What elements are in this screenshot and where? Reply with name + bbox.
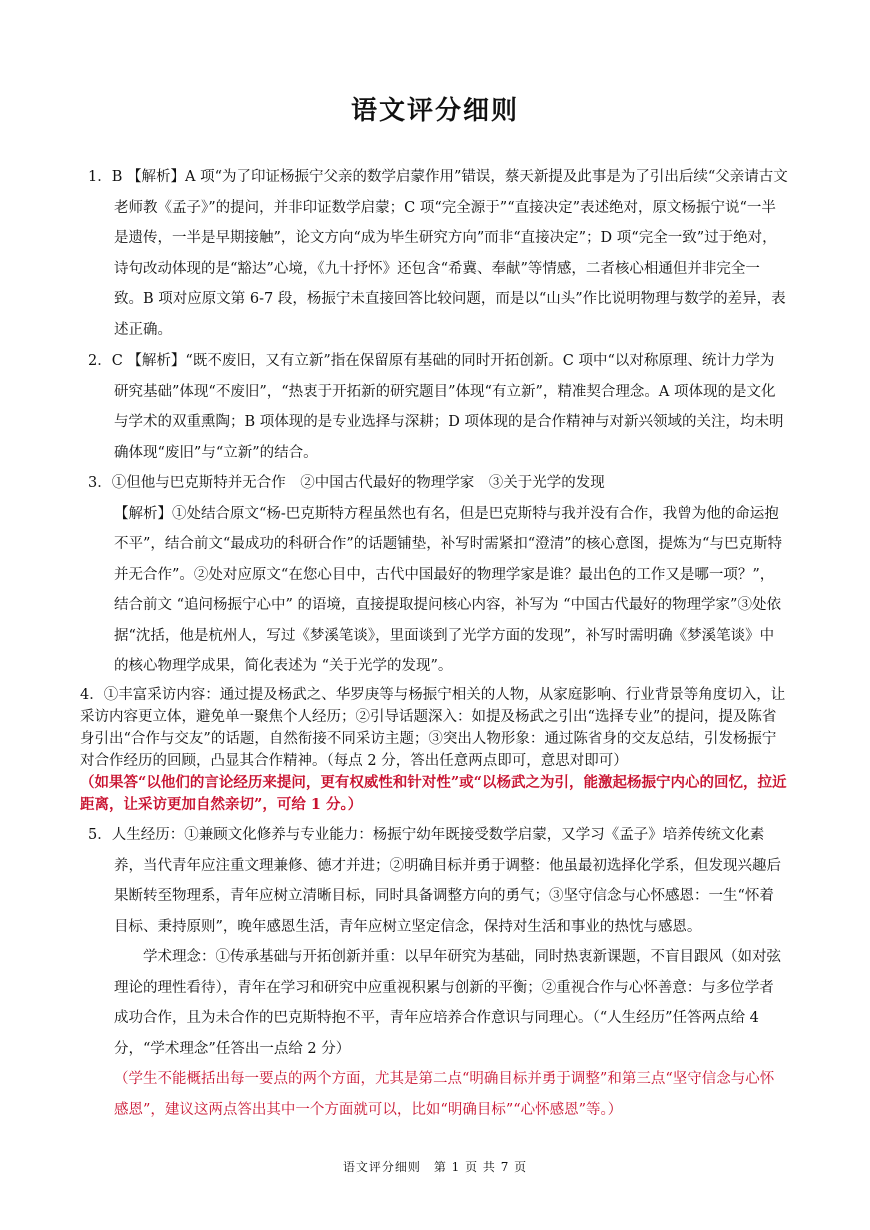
- answer-item-2: [88, 346, 788, 468]
- answer-4-note: （如果答“以他们的言论经历来提问，更有权威性和针对性”或“以杨武之为引，能激起杨振宁内心的回忆，拉近距离，让采访更加自然亲切”，可给 1 分。）: [80, 774, 787, 813]
- answer-1-text: 1．B 【解析】A 项“为了印证杨振宁父亲的数学启蒙作用”错误，蔡天新提及此事是为了引出后续“父亲请古文老师教《孟子》”的提问，并非印证数学启蒙；C 项“完全源于”“直接决定”表述绝对，原文杨振宁说“一半是遗传，一半是早期接触”，论文方向“成为毕生研究方向”而非“直接决定”；D 项“完全一致”过于绝对，诗句改动体现的是“豁达”心境，《九十抒怀》还包含“希冀、奉献”等情感，二者核心相通但并非完全一致。B 项对应原文第 6-7 段，杨振宁未直接回答比较问题，而是以“山头”作比说明物理与数学的差异，表述正确。: [88, 169, 788, 338]
- answer-item-5: [88, 820, 788, 1125]
- answer-3-analysis: 【解析】①处结合原文“杨-巴克斯特方程虽然也有名，但是巴克斯特与我并没有合作，我曾为他的命运抱不平”，结合前文“最成功的科研合作”的话题铺垫，补写时需紧扣“澄清”的核心意图，提炼为“与巴克斯特并无合作”。②处对应原文“在您心目中，古代中国最好的物理学家是谁？最出色的工作又是哪一项？”，结合前文 “追问杨振宁心中” 的语境，直接提取提问核心内容，补写为 “中国古代最好的物理学家”③处依据“沈括，他是杭州人，写过《梦溪笔谈》，里面谈到了光学方面的发现”，补写时需明确《梦溪笔谈》中的核心物理学成果，简化表述为 “关于光学的发现”。: [114, 505, 782, 674]
- answer-2-text: 2．C 【解析】“既不废旧，又有立新”指在保留原有基础的同时开拓创新。C 项中“以对称原理、统计力学为研究基础”体现“不废旧”，“热衷于开拓新的研究题目”体现“有立新”，精准契合理念。A 项体现的是文化与学术的双重熏陶；B 项体现的是专业选择与深耕；D 项体现的是合作精神与对新兴领域的关注，均未明确体现“废旧”与“立新”的结合。: [88, 353, 784, 461]
- page-footer: 语文评分细则 第 1 页 共 7 页: [342, 1160, 528, 1174]
- page-title: 语文评分细则: [350, 96, 519, 126]
- answer-4-text: 4．①丰富采访内容：通过提及杨武之、华罗庚等与杨振宁相关的人物，从家庭影响、行业背景等角度切入，让采访内容更立体，避免单一聚焦个人经历；②引导话题深入：如提及杨武之引出“选择专业”的提问，提及陈省身引出“合作与交友”的话题，自然衔接不同采访主题；③突出人物形象：通过陈省身的交友总结，引发杨振宁对合作经历的回顾，凸显其合作精神。（每点 2 分，答出任意两点即可，意思对即可）: [80, 687, 786, 769]
- answer-5-note: （学生不能概括出每一要点的两个方面，尤其是第二点“明确目标并勇于调整”和第三点“坚守信念与心怀感恩”，建议这两点答出其中一个方面就可以，比如“明确目标”“心怀感恩”等。）: [114, 1071, 775, 1118]
- answer-5-academic-block: [88, 942, 788, 1064]
- answer-item-3: [88, 468, 788, 682]
- answer-5-life-experience: 5．人生经历：①兼顾文化修养与专业能力：杨振宁幼年既接受数学启蒙，又学习《孟子》培养传统文化素养，当代青年应注重文理兼修、德才并进；②明确目标并勇于调整：他虽最初选择化学系，但发现兴趣后果断转至物理系，青年应树立清晰目标，同时具备调整方向的勇气；③坚守信念与心怀感恩：一生“怀着目标、秉持原则”，晚年感恩生活，青年应树立坚定信念，保持对生活和事业的热忱与感恩。: [88, 827, 781, 935]
- answer-5-academic-philosophy: 学术理念：①传承基础与开拓创新并重：以早年研究为基础，同时热衷新课题，不盲目跟风（如对弦理论的理性看待），青年在学习和研究中应重视积累与创新的平衡；②重视合作与心怀善意：与多位学者成功合作，且为未合作的巴克斯特抱不平，青年应培养合作意识与同理心。（“人生经历”任答两点给 4 分，“学术理念”任答出一点给 2 分）: [114, 949, 781, 1057]
- answer-item-1: [88, 162, 788, 345]
- answer-3-text: 3．①但他与巴克斯特并无合作 ②中国古代最好的物理学家 ③关于光学的发现: [88, 475, 605, 491]
- answer-item-4: [80, 684, 790, 816]
